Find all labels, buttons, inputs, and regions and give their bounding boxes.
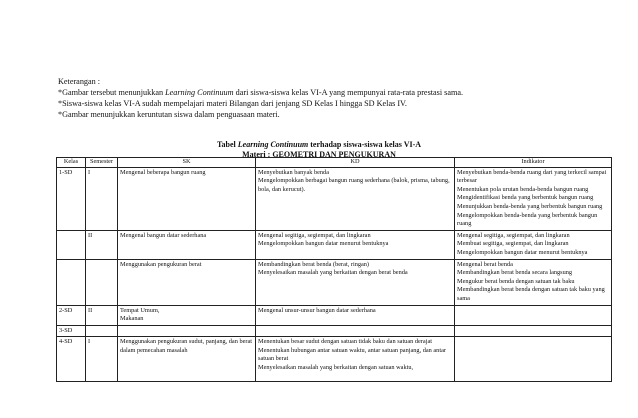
cell-kd-line: Membandingkan berat benda (berat, ringan)	[258, 260, 370, 268]
cell-indikator	[455, 325, 612, 337]
table-row	[57, 259, 612, 305]
cell-indikator-line: Mengenal segitiga, segiempat, dan lingkaran	[457, 231, 570, 239]
cell-kd-line: Mengelompokkan bangun datar menurut bentuknya	[258, 240, 389, 248]
notes-line-3: *Gambar menunjukkan keruntutan siswa dalam penguasaan materi.	[58, 110, 280, 119]
cell-kd	[256, 230, 455, 259]
cell-sk	[118, 259, 256, 305]
cell-indikator-line: Membandingkan berat benda dengan satuan tak baku yang sama	[457, 286, 605, 302]
table-row	[57, 305, 612, 325]
cell-semester: II	[86, 230, 118, 259]
cell-kelas: 3-SD	[57, 325, 86, 337]
cell-indikator-line: Menyebutkan benda-benda ruang dari yang terkecil sampai terbesar	[457, 168, 607, 185]
learning-continuum-table	[56, 157, 612, 382]
cell-sk-line: Makanan	[120, 315, 144, 323]
header-kd: KD	[256, 158, 455, 168]
cell-kelas	[57, 259, 86, 305]
cell-kelas	[57, 230, 86, 259]
cell-semester: II	[86, 305, 118, 325]
cell-kelas: 4-SD	[57, 337, 86, 382]
cell-kd-line: Menentukan besar sudut dengan satuan tidak baku dan satuan derajat	[258, 338, 432, 346]
cell-sk	[118, 230, 256, 259]
cell-kd-line: Menyelesaikan masalah yang berkaitan dengan satuan waktu,	[258, 364, 414, 372]
cell-indikator-line: Mengukur berat benda dengan satuan tak baku	[457, 277, 575, 285]
cell-indikator-line: Mengidentifikasi benda yang berbentuk bangun ruang	[457, 194, 594, 202]
cell-indikator-line: Mengelompokkan benda-benda yang berbentuk bangun ruang	[457, 211, 598, 228]
cell-sk	[118, 167, 256, 230]
cell-kd	[256, 305, 455, 325]
notes-line-1: *Gambar tersebut menunjukkan Learning Continuum dari siswa-siswa kelas VI-A yang mempunyai rata-rata prestasi sama.	[58, 88, 464, 97]
cell-indikator-line: Menunjukkan benda-benda yang berbentuk bangun ruang	[457, 202, 603, 210]
cell-kd	[256, 167, 455, 230]
cell-indikator-line: Menentukan pola urutan benda-benda bangun ruang	[457, 185, 589, 193]
cell-indikator	[455, 259, 612, 305]
cell-sk-line: Menggunakan pengukuran berat	[120, 260, 202, 268]
cell-indikator	[455, 230, 612, 259]
notes-block	[58, 76, 463, 120]
cell-semester	[86, 325, 118, 337]
cell-sk-line: Menggunakan pengukuran sudut, panjang, dan berat dalam pemecahan masalah	[120, 338, 253, 354]
cell-indikator-line: Mengelompokkan bangun datar menurut bentuknya	[457, 248, 588, 256]
cell-sk	[118, 337, 256, 382]
header-sk: SK	[118, 158, 256, 168]
cell-kd	[256, 259, 455, 305]
cell-kd-line: Mengenal unsur-unsur bangun datar sederhana	[258, 306, 376, 314]
cell-sk	[118, 305, 256, 325]
table-header-row	[57, 158, 612, 168]
table-row	[57, 325, 612, 337]
cell-indikator-line: Membuat segitiga, segiempat, dan lingkaran	[457, 240, 569, 248]
table-row	[57, 167, 612, 230]
cell-sk-line: Mengenal bangun datar sederhana	[120, 231, 207, 239]
cell-indikator	[455, 305, 612, 325]
cell-kelas: 1-SD	[57, 167, 86, 230]
cell-kd-line: Menyebutkan banyak benda	[258, 168, 329, 176]
cell-indikator	[455, 167, 612, 230]
notes-line-2: *Siswa-siswa kelas VI-A sudah mempelajari materi Bilangan dari jenjang SD Kelas I hingga SD Kelas IV.	[58, 99, 407, 108]
table-row	[57, 230, 612, 259]
notes-heading: Keterangan :	[58, 77, 101, 86]
cell-kd-line: Menentukan hubungan antar satuan waktu, antar satuan panjang, dan antar satuan berat	[258, 346, 446, 363]
cell-sk-line: Mengenal beberapa bangun ruang	[120, 168, 206, 176]
table-row	[57, 337, 612, 382]
cell-kd-line: Menyelesaikan masalah yang berkaitan dengan berat benda	[258, 269, 408, 277]
header-semester: Semester	[86, 158, 118, 168]
cell-kd	[256, 337, 455, 382]
cell-kd-line: Mengelompokkan berbagai bangun ruang sederhana (balok, prisma, tabung, bola, dan kerucut).	[258, 177, 450, 193]
header-indikator: Indikator	[455, 158, 612, 168]
cell-sk	[118, 325, 256, 337]
cell-indikator	[455, 337, 612, 382]
cell-semester: I	[86, 167, 118, 230]
caption-line-2: Materi : GEOMETRI DAN PENGUKURAN	[242, 150, 396, 159]
header-kelas: Kelas	[57, 158, 86, 168]
cell-semester: I	[86, 337, 118, 382]
cell-kd-line: Mengenal segitiga, segiempat, dan lingkaran	[258, 231, 371, 239]
cell-kelas: 2-SD	[57, 305, 86, 325]
cell-semester	[86, 259, 118, 305]
cell-indikator-line: Membandingkan berat benda secara langsung	[457, 269, 573, 277]
cell-sk-line: Tempat Umum,	[120, 306, 160, 314]
cell-kd	[256, 325, 455, 337]
caption-line-1: Tabel Learning Continuum terhadap siswa-siswa kelas VI-A	[216, 140, 422, 149]
cell-indikator-line: Mengenal berat benda	[457, 260, 513, 268]
